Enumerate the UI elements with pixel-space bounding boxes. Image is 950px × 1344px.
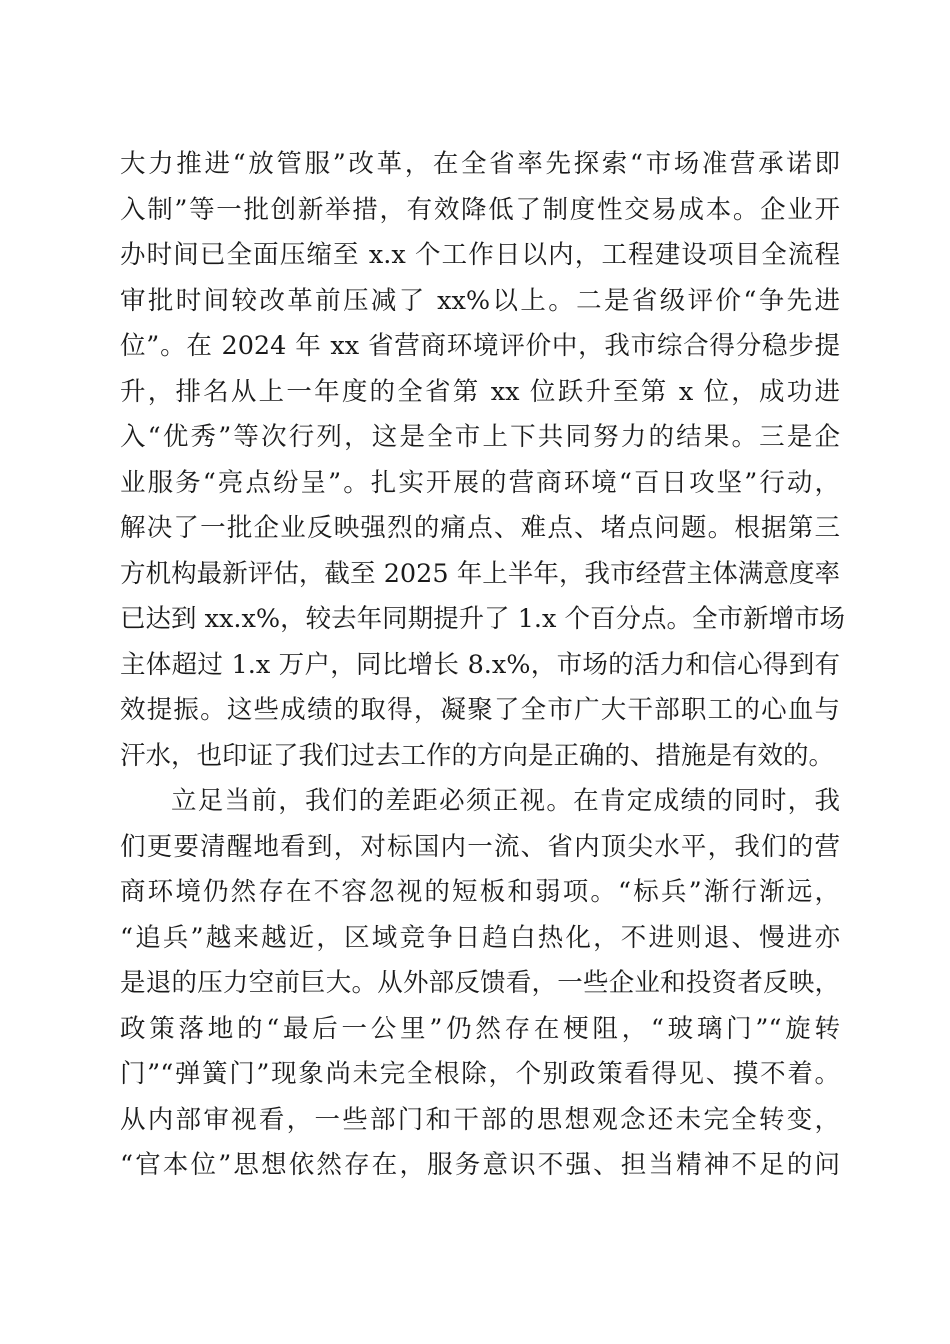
text-line: 效提振。这些成绩的取得，凝聚了全市广大干部职工的心血与: [120, 695, 840, 725]
text-line: 从内部审视看，一些部门和干部的思想观念还未完全转变，: [120, 1104, 840, 1135]
text-line: 入制”等一批创新举措，有效降低了制度性交易成本。企业开: [120, 194, 840, 225]
text-line: “追兵”越来越近，区域竞争日趋白热化，不进则退、慢进亦: [120, 922, 840, 953]
text-line: 位”。在 2024 年 xx 省营商环境评价中，我市综合得分稳步提: [120, 331, 840, 361]
text-line: 升，排名从上一年度的全省第 xx 位跃升至第 x 位，成功进: [120, 376, 840, 407]
text-line: 政策落地的“最后一公里”仍然存在梗阻，“玻璃门”“旋转: [120, 1013, 840, 1044]
text-line: 门”“弹簧门”现象尚未完全根除，个别政策看得见、摸不着。: [120, 1059, 840, 1089]
text-line: 大力推进“放管服”改革，在全省率先探索“市场准营承诺即: [120, 149, 840, 179]
text-line: “官本位”思想依然存在，服务意识不强、担当精神不足的问: [120, 1150, 840, 1180]
paragraph-1: [120, 142, 846, 779]
text-line: 已达到 xx.x%，较去年同期提升了 1.x 个百分点。全市新增市场: [120, 604, 846, 634]
text-line: 商环境仍然存在不容忽视的短板和弱项。“标兵”渐行渐远，: [120, 877, 840, 907]
text-line: 主体超过 1.x 万户，同比增长 8.x%，市场的活力和信心得到有: [120, 649, 840, 680]
text-line: 解决了一批企业反映强烈的痛点、难点、堵点问题。根据第三: [120, 513, 840, 543]
text-line: 审批时间较改革前压减了 xx%以上。二是省级评价“争先进: [120, 285, 840, 316]
text-line: 汗水，也印证了我们过去工作的方向是正确的、措施是有效的。: [120, 740, 835, 771]
text-line: 是退的压力空前巨大。从外部反馈看，一些企业和投资者反映，: [120, 968, 840, 998]
text-line: 方机构最新评估，截至 2025 年上半年，我市经营主体满意度率: [120, 558, 840, 589]
text-line: 入“优秀”等次行列，这是全市上下共同努力的结果。三是企: [120, 422, 840, 452]
body-text: [120, 142, 846, 1189]
paragraph-2: [120, 779, 840, 1189]
text-line: 立足当前，我们的差距必须正视。在肯定成绩的同时，我: [171, 786, 840, 816]
text-line: 业服务“亮点纷呈”。扎实开展的营商环境“百日攻坚”行动，: [120, 467, 840, 498]
text-line: 办时间已全面压缩至 x.x 个工作日以内，工程建设项目全流程: [120, 240, 840, 270]
text-line: 们更要清醒地看到，对标国内一流、省内顶尖水平，我们的营: [120, 831, 840, 862]
